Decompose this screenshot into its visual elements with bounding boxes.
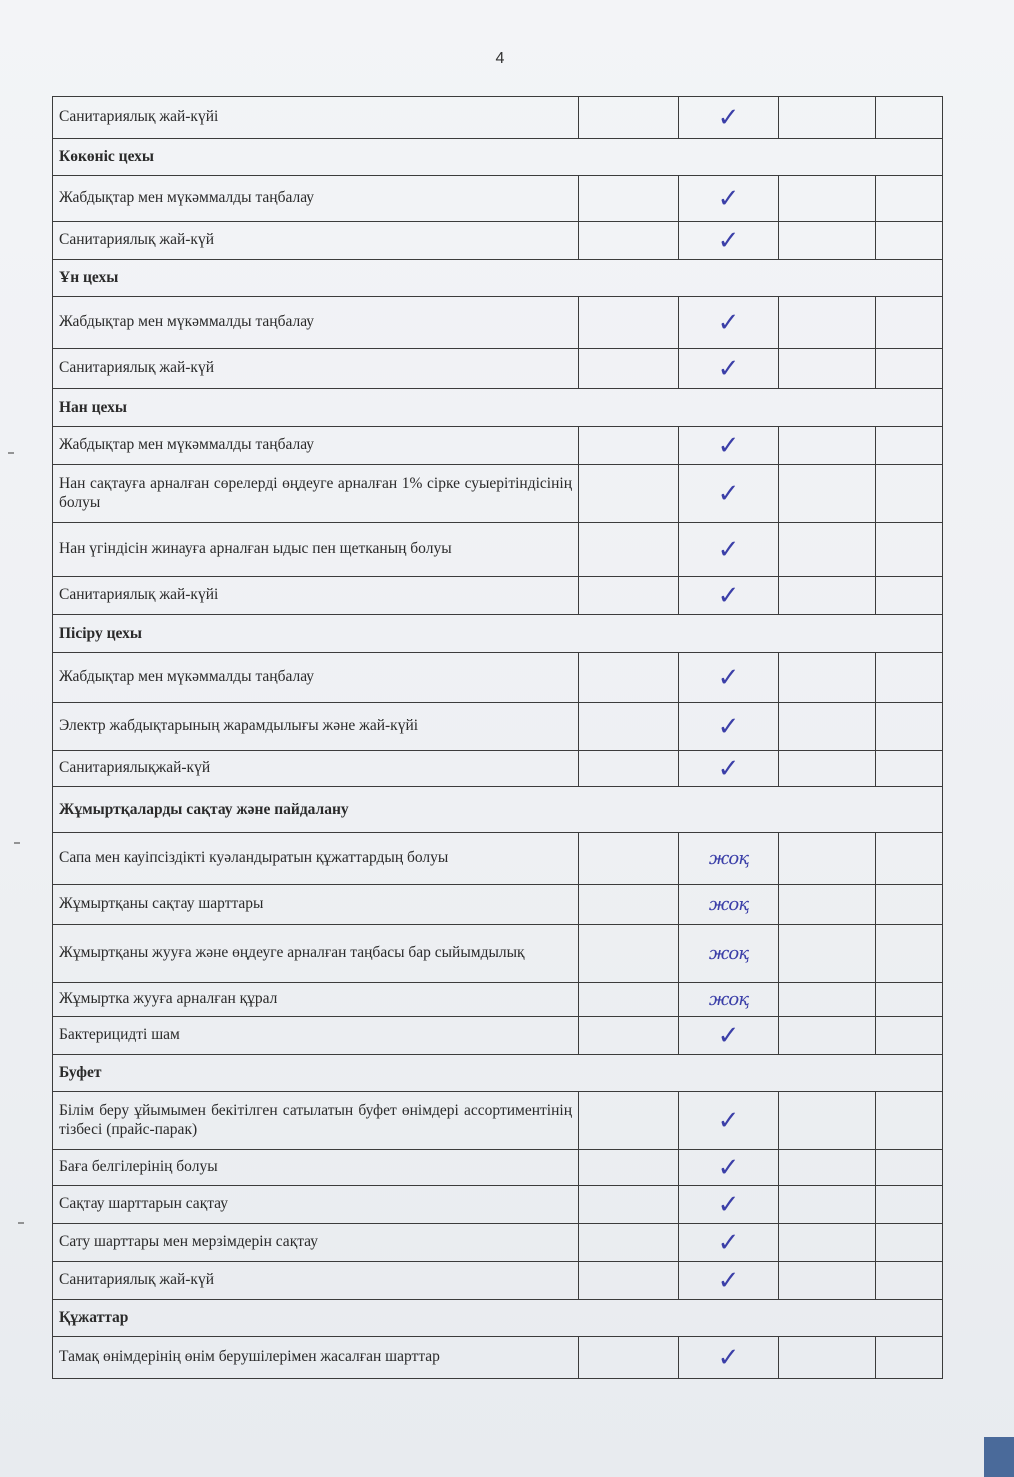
- answer-cell-empty: [876, 465, 943, 523]
- checklist-row: [53, 577, 943, 615]
- answer-cell-empty: [876, 1017, 943, 1055]
- checklist-item-label: Сапа мен кауіпсіздікті куәландыратын құжаттардың болуы: [53, 833, 579, 885]
- answer-cell-empty: [779, 465, 876, 523]
- answer-cell-empty: [779, 885, 876, 925]
- answer-cell-empty: [579, 577, 679, 615]
- checklist-item-label: Жұмыртка жууға арналған құрал: [53, 983, 579, 1017]
- checklist-item-label: Сақтау шарттарын сақтау: [53, 1186, 579, 1224]
- answer-cell-empty: [579, 703, 679, 751]
- checklist-item-label: Санитариялық жай-күй: [53, 349, 579, 389]
- checklist-item-label: Нан үгіндісін жинауға арналған ыдыс пен щетканың болуы: [53, 523, 579, 577]
- section-header-row: [53, 1055, 943, 1092]
- checklist-item-label: Бактерицидті шам: [53, 1017, 579, 1055]
- answer-cell-empty: [876, 1224, 943, 1262]
- section-header-row: [53, 615, 943, 653]
- handwritten-checkmark-icon: ✓: [679, 1262, 779, 1300]
- handwritten-checkmark-icon: ✓: [679, 176, 779, 222]
- answer-cell-empty: [779, 1017, 876, 1055]
- handwritten-answer: жоқ: [679, 833, 779, 885]
- answer-cell-empty: [876, 427, 943, 465]
- checklist-row: [53, 465, 943, 523]
- checklist-row: [53, 1224, 943, 1262]
- handwritten-checkmark-icon: ✓: [679, 1186, 779, 1224]
- handwritten-checkmark-icon: ✓: [679, 751, 779, 787]
- checklist-row: [53, 703, 943, 751]
- answer-cell-empty: [779, 97, 876, 139]
- answer-cell-empty: [876, 1092, 943, 1150]
- checklist-item-label: Сату шарттары мен мерзімдерін сақтау: [53, 1224, 579, 1262]
- checklist-item-label: Тамақ өнімдерінің өнім берушілерімен жасалған шарттар: [53, 1337, 579, 1379]
- handwritten-checkmark-icon: ✓: [679, 703, 779, 751]
- answer-cell-empty: [876, 653, 943, 703]
- section-title: Жұмыртқаларды сақтау және пайдалану: [53, 787, 943, 833]
- handwritten-checkmark-icon: ✓: [679, 465, 779, 523]
- handwritten-answer: жоқ: [679, 885, 779, 925]
- answer-cell-empty: [579, 885, 679, 925]
- scan-mark: [8, 452, 14, 454]
- answer-cell-empty: [876, 222, 943, 260]
- answer-cell-empty: [579, 176, 679, 222]
- answer-cell-empty: [579, 523, 679, 577]
- answer-cell-empty: [779, 1262, 876, 1300]
- handwritten-checkmark-icon: ✓: [679, 222, 779, 260]
- checklist-row: [53, 427, 943, 465]
- answer-cell-empty: [779, 703, 876, 751]
- checklist-row: [53, 1262, 943, 1300]
- checklist-row: [53, 1017, 943, 1055]
- answer-cell-empty: [579, 653, 679, 703]
- checklist-item-label: Электр жабдықтарының жарамдылығы және жай-күйі: [53, 703, 579, 751]
- checklist-item-label: Жұмыртқаны сақтау шарттары: [53, 885, 579, 925]
- answer-cell-empty: [579, 1092, 679, 1150]
- checklist-row: [53, 751, 943, 787]
- answer-cell-empty: [779, 523, 876, 577]
- answer-cell-empty: [876, 297, 943, 349]
- section-title: Буфет: [53, 1055, 943, 1092]
- answer-cell-empty: [876, 833, 943, 885]
- handwritten-checkmark-icon: ✓: [679, 1092, 779, 1150]
- answer-cell-empty: [779, 751, 876, 787]
- answer-cell-empty: [876, 1337, 943, 1379]
- section-header-row: [53, 389, 943, 427]
- checklist-row: [53, 885, 943, 925]
- checklist-row: [53, 1186, 943, 1224]
- scan-mark: [18, 1222, 24, 1224]
- checklist-row: [53, 297, 943, 349]
- answer-cell-empty: [779, 1337, 876, 1379]
- answer-cell-empty: [579, 349, 679, 389]
- checklist-item-label: Нан сақтауға арналған сөрелерді өңдеуге арналған 1% сірке суыерітіндісінің болуы: [53, 465, 579, 523]
- answer-cell-empty: [579, 222, 679, 260]
- answer-cell-empty: [876, 885, 943, 925]
- checklist-item-label: Жабдықтар мен мүкәммалды таңбалау: [53, 427, 579, 465]
- answer-cell-empty: [579, 833, 679, 885]
- handwritten-checkmark-icon: ✓: [679, 1337, 779, 1379]
- checklist-row: [53, 222, 943, 260]
- section-title: Құжаттар: [53, 1300, 943, 1337]
- handwritten-checkmark-icon: ✓: [679, 297, 779, 349]
- checklist-row: [53, 1092, 943, 1150]
- answer-cell-empty: [876, 703, 943, 751]
- handwritten-answer: жоқ: [679, 983, 779, 1017]
- checklist-item-label: Білім беру ұйымымен бекітілген сатылатын буфет өнімдері ассортиментінің тізбесі (прайс-парак): [53, 1092, 579, 1150]
- checklist-item-label: Санитариялық жай-күй: [53, 222, 579, 260]
- answer-cell-empty: [876, 97, 943, 139]
- answer-cell-empty: [779, 653, 876, 703]
- answer-cell-empty: [779, 833, 876, 885]
- checklist-item-label: Жабдықтар мен мүкәммалды таңбалау: [53, 653, 579, 703]
- answer-cell-empty: [779, 222, 876, 260]
- checklist-row: [53, 653, 943, 703]
- handwritten-checkmark-icon: ✓: [679, 97, 779, 139]
- checklist-row: [53, 176, 943, 222]
- handwritten-answer: жоқ: [679, 925, 779, 983]
- section-title: Көкөніс цехы: [53, 139, 943, 176]
- handwritten-checkmark-icon: ✓: [679, 349, 779, 389]
- section-header-row: [53, 260, 943, 297]
- checklist-item-label: Жабдықтар мен мүкәммалды таңбалау: [53, 176, 579, 222]
- answer-cell-empty: [579, 1337, 679, 1379]
- handwritten-checkmark-icon: ✓: [679, 523, 779, 577]
- answer-cell-empty: [876, 577, 943, 615]
- checklist-row: [53, 1337, 943, 1379]
- answer-cell-empty: [779, 1092, 876, 1150]
- answer-cell-empty: [779, 1150, 876, 1186]
- answer-cell-empty: [579, 97, 679, 139]
- checklist-item-label: Жұмыртқаны жууға және өңдеуге арналған таңбасы бар сыйымдылық: [53, 925, 579, 983]
- answer-cell-empty: [779, 349, 876, 389]
- checklist-row: [53, 97, 943, 139]
- answer-cell-empty: [579, 983, 679, 1017]
- answer-cell-empty: [876, 925, 943, 983]
- answer-cell-empty: [779, 983, 876, 1017]
- handwritten-checkmark-icon: ✓: [679, 427, 779, 465]
- answer-cell-empty: [579, 465, 679, 523]
- answer-cell-empty: [779, 297, 876, 349]
- checklist-row: [53, 833, 943, 885]
- answer-cell-empty: [876, 983, 943, 1017]
- checklist-row: [53, 523, 943, 577]
- answer-cell-empty: [779, 176, 876, 222]
- answer-cell-empty: [779, 1224, 876, 1262]
- checklist-row: [53, 1150, 943, 1186]
- answer-cell-empty: [579, 1150, 679, 1186]
- answer-cell-empty: [579, 1262, 679, 1300]
- section-title: Ұн цехы: [53, 260, 943, 297]
- answer-cell-empty: [779, 577, 876, 615]
- checklist-row: [53, 349, 943, 389]
- handwritten-checkmark-icon: ✓: [679, 1150, 779, 1186]
- answer-cell-empty: [579, 1186, 679, 1224]
- answer-cell-empty: [579, 1017, 679, 1055]
- checklist-item-label: Жабдықтар мен мүкәммалды таңбалау: [53, 297, 579, 349]
- answer-cell-empty: [579, 1224, 679, 1262]
- answer-cell-empty: [779, 925, 876, 983]
- answer-cell-empty: [876, 349, 943, 389]
- scan-mark: [14, 842, 20, 844]
- section-title: Пісіру цехы: [53, 615, 943, 653]
- checklist-item-label: Баға белгілерінің болуы: [53, 1150, 579, 1186]
- scan-corner-shadow: [984, 1437, 1014, 1477]
- answer-cell-empty: [579, 751, 679, 787]
- handwritten-checkmark-icon: ✓: [679, 1017, 779, 1055]
- checklist-body: [53, 97, 943, 1379]
- checklist-row: [53, 983, 943, 1017]
- answer-cell-empty: [876, 176, 943, 222]
- answer-cell-empty: [779, 427, 876, 465]
- answer-cell-empty: [876, 1150, 943, 1186]
- answer-cell-empty: [876, 751, 943, 787]
- answer-cell-empty: [876, 523, 943, 577]
- checklist-row: [53, 925, 943, 983]
- answer-cell-empty: [579, 925, 679, 983]
- handwritten-checkmark-icon: ✓: [679, 653, 779, 703]
- answer-cell-empty: [876, 1186, 943, 1224]
- page-number: 4: [495, 50, 505, 67]
- answer-cell-empty: [779, 1186, 876, 1224]
- section-header-row: [53, 1300, 943, 1337]
- answer-cell-empty: [579, 297, 679, 349]
- checklist-item-label: Санитариялық жай-күйі: [53, 577, 579, 615]
- checklist-item-label: Санитариялық жай-күйі: [53, 97, 579, 139]
- checklist-item-label: Санитариялық жай-күй: [53, 1262, 579, 1300]
- checklist-item-label: Санитариялықжай-күй: [53, 751, 579, 787]
- answer-cell-empty: [579, 427, 679, 465]
- section-header-row: [53, 139, 943, 176]
- answer-cell-empty: [876, 1262, 943, 1300]
- handwritten-checkmark-icon: ✓: [679, 1224, 779, 1262]
- handwritten-checkmark-icon: ✓: [679, 577, 779, 615]
- checklist-table: [52, 96, 943, 1379]
- section-header-row: [53, 787, 943, 833]
- section-title: Нан цехы: [53, 389, 943, 427]
